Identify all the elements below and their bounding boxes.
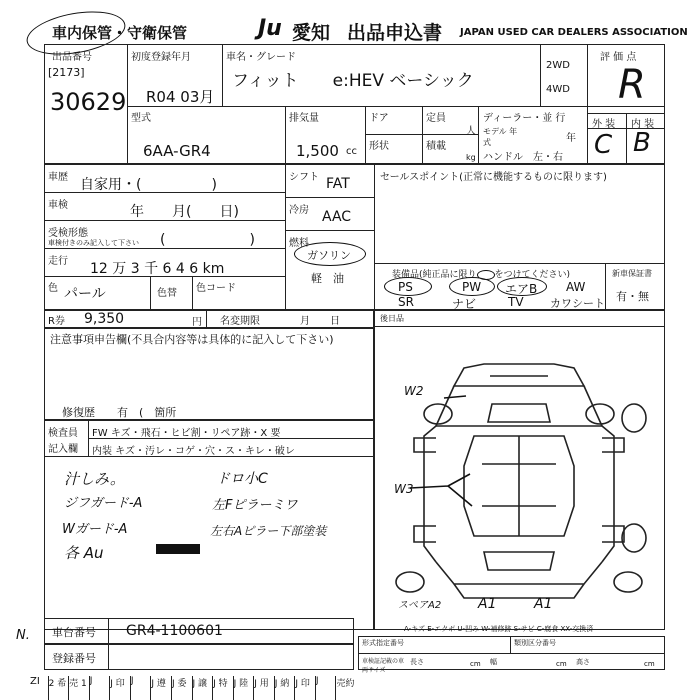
size-length-unit: cm xyxy=(470,660,481,668)
doc-check-10: J 陸 xyxy=(233,676,254,700)
mileage-value: 12 万 3 千 6 4 6 km xyxy=(90,261,225,277)
interior-row: 内装 キズ・汚レ・コゲ・穴・ス・キレ・破レ xyxy=(92,446,295,457)
storage-title: 車内保管・守衛保管 xyxy=(52,24,188,42)
displacement-label: 排気量 xyxy=(289,113,319,124)
size-label: 車検証記載の車両サイズ xyxy=(362,658,405,674)
inspection-label: 車検 xyxy=(48,200,68,211)
equip-sr: SR xyxy=(398,295,414,309)
diagram-legend: A-キズ E-エクボ U-凹み W-補修跡 S-サビ C-腐食 XX-交換済 xyxy=(404,625,594,633)
doc-check-12: J 納 xyxy=(274,676,295,700)
name-change-value: 月 日 xyxy=(300,316,340,327)
brand-name: 愛知 xyxy=(292,22,331,44)
exterior-value: C xyxy=(594,130,613,160)
after-install-label: 後日品 xyxy=(380,314,404,323)
sales-point-label: セールスポイント(正常に機能するものに限ります) xyxy=(380,172,607,183)
color-code-label: 色コード xyxy=(196,283,236,294)
new-warranty-value: 有・無 xyxy=(616,290,649,303)
doc-check-11: J 用 xyxy=(253,676,274,700)
doc-check-7: J 委 xyxy=(171,676,192,700)
drive-4wd: 4WD xyxy=(546,84,570,95)
model-label: 型式 xyxy=(131,113,151,124)
exterior-label: 外 装 xyxy=(592,119,616,130)
size-width-unit: cm xyxy=(556,660,567,668)
load-unit: kg xyxy=(466,153,476,162)
doc-check-2: 売 1 xyxy=(68,676,89,700)
mark-w3: W3 xyxy=(394,482,414,496)
equip-pw-circle xyxy=(449,277,495,296)
registration-label: 登録番号 xyxy=(52,652,96,665)
recycle-label: R券 xyxy=(48,316,65,327)
equip-navi: ナビ xyxy=(452,297,477,311)
doc-check-14: J xyxy=(315,676,336,700)
color-change-label: 色替 xyxy=(157,288,177,299)
accept-paren: ( ) xyxy=(160,232,255,248)
recycle-value: 9,350 xyxy=(84,311,125,327)
equip-tv: TV xyxy=(508,295,524,309)
mark-spare-a2: スペアA2 xyxy=(398,600,442,611)
mark-a1-right: A1 xyxy=(534,596,553,612)
inspection-value: 年 月( 日) xyxy=(130,204,239,220)
score-label: 評 価 点 xyxy=(600,52,637,63)
mark-a1-left: A1 xyxy=(478,596,497,612)
shift-label: シフト xyxy=(289,172,319,183)
inspector-label1: 検査員 xyxy=(48,428,78,439)
spec-label-2: 類別区分番号 xyxy=(514,639,556,647)
notes-label: 注意事項申告欄(不具合内容等は具体的に記入して下さい) xyxy=(50,333,334,346)
new-warranty-label: 新車保証書 xyxy=(612,269,652,278)
equip-airbag-circle xyxy=(497,277,547,296)
capacity-label: 定員 xyxy=(426,113,446,124)
capacity-unit: 人 xyxy=(466,126,476,137)
listing-number-label: 出品番号 xyxy=(52,52,92,63)
inspector-note-r2: 左Fピラーミワ xyxy=(212,498,298,513)
first-reg-label: 初度登録年月 xyxy=(131,52,191,63)
mileage-label: 走行 xyxy=(48,256,68,267)
interior-label: 内 装 xyxy=(631,119,655,130)
doc-check-9: J 特 xyxy=(212,676,233,700)
doc-check-8: J 譲 xyxy=(192,676,213,700)
fuel-diesel: 軽 油 xyxy=(311,272,344,285)
listing-sub-number: [2173] xyxy=(48,66,85,79)
model-value: 6AA-GR4 xyxy=(143,142,211,160)
equip-ps: PS xyxy=(398,280,413,294)
load-label: 積載 xyxy=(426,141,446,152)
usage-value: 自家用・( ) xyxy=(80,177,217,193)
dealer-label: ディーラー・並 行 xyxy=(483,113,566,124)
car-diagram xyxy=(374,326,665,626)
car-name-label: 車名・グレード xyxy=(226,52,296,63)
side-mark: N. xyxy=(16,628,30,643)
redaction-mark xyxy=(156,544,200,554)
form-title: 出品申込書 xyxy=(347,22,443,44)
shift-value: FAT xyxy=(326,176,350,192)
repair-history: 修復歴 有 ( 箇所 xyxy=(62,406,177,419)
listing-number: 30629 xyxy=(50,88,127,116)
doc-check-15: 売約 xyxy=(335,676,359,700)
usage-label: 車歴 xyxy=(48,172,68,183)
size-length: 長さ xyxy=(410,658,424,666)
interior-value: B xyxy=(633,128,651,158)
handle-label: ハンドル 左・右 xyxy=(483,152,563,163)
doc-check-0: ZI xyxy=(30,676,40,687)
accept-label: 受検形態 xyxy=(48,228,88,239)
inspector-note-1: 汁しみ。 xyxy=(64,470,125,488)
fw-row: FW キズ・飛石・ヒビ割・リペア跡・X 要 xyxy=(92,428,281,439)
ju-logo: Ju xyxy=(258,16,282,41)
doc-check-1: 2 希 xyxy=(48,676,69,700)
inspector-note-r1: ドロ小C xyxy=(216,471,268,487)
doc-check-3: J xyxy=(89,676,110,700)
spec-label-1: 形式指定番号 xyxy=(362,639,404,647)
displacement-value: 1,500 xyxy=(296,142,339,160)
equip-label: 装備品(純正品に限り をつけてください) xyxy=(392,270,571,280)
size-height-unit: cm xyxy=(644,660,655,668)
equip-airbag: エアB xyxy=(505,282,538,296)
ac-value: AAC xyxy=(322,209,352,225)
equip-pw: PW xyxy=(462,280,482,294)
displacement-unit: cc xyxy=(346,146,357,157)
mark-w2: W2 xyxy=(404,384,424,398)
color-label: 色 xyxy=(48,283,58,294)
doc-check-strip xyxy=(30,676,360,700)
inspector-note-r3: 左右Aピラー下部塗装 xyxy=(210,524,327,538)
fuel-gasoline: ガソリン xyxy=(307,249,351,262)
size-width: 幅 xyxy=(490,658,497,666)
equip-aw: AW xyxy=(566,280,586,294)
doc-check-13: J 印 xyxy=(294,676,315,700)
accept-sub: 車検付きのみ記入して下さい xyxy=(48,239,139,247)
inspector-label2: 記入欄 xyxy=(48,444,78,455)
name-change-label: 名変期限 xyxy=(220,316,260,327)
first-reg-value: R04 03月 xyxy=(146,88,215,106)
drive-2wd: 2WD xyxy=(546,60,570,71)
year-unit: 年 xyxy=(566,133,576,144)
size-height: 高さ xyxy=(576,658,590,666)
inspector-note-2: ジフガード-A xyxy=(64,496,143,511)
doc-check-5: J xyxy=(130,676,151,700)
recycle-unit: 円 xyxy=(192,317,202,328)
association-name: JAPAN USED CAR DEALERS ASSOCIATION xyxy=(460,27,688,38)
inspector-note-3: Wガード-A xyxy=(62,522,128,537)
fuel-label: 燃料 xyxy=(289,238,309,249)
ac-label: 冷房 xyxy=(289,205,309,216)
doors-label: ドア xyxy=(369,113,389,124)
score-value: R xyxy=(618,62,646,108)
chassis-value: GR4-1100601 xyxy=(126,623,223,639)
color-value: パール xyxy=(64,286,106,302)
inspector-note-4: 各 Au xyxy=(64,544,104,562)
model-year-label: モデル 年式 xyxy=(483,127,518,147)
doc-check-6: J 遵 xyxy=(150,676,171,700)
car-name-value: フィット e:HEV ベーシック xyxy=(232,71,474,91)
equip-seat: カワシート xyxy=(550,297,605,310)
doc-check-4: J 印 xyxy=(109,676,130,700)
equip-ps-circle xyxy=(384,277,432,296)
chassis-label: 車台番号 xyxy=(52,626,96,639)
fuel-gasoline-circle xyxy=(294,242,366,266)
shape-label: 形状 xyxy=(369,141,389,152)
